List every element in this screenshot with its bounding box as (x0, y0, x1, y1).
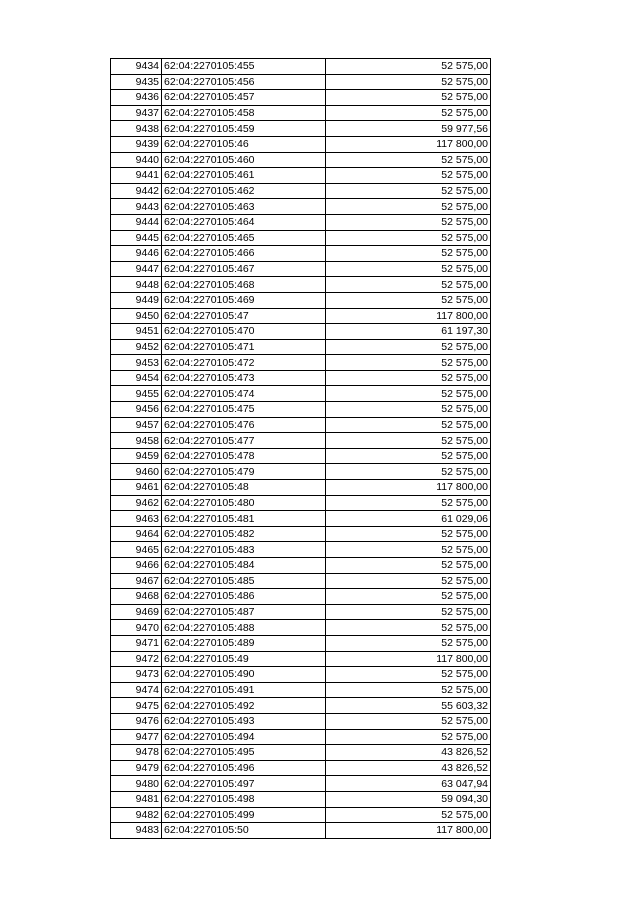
table-row (111, 417, 491, 433)
table-row (111, 713, 491, 729)
row-number-cell: 9435 (111, 74, 162, 90)
cadastral-value-cell: 52 575,00 (326, 90, 491, 106)
table-row (111, 168, 491, 184)
cadastral-value-cell: 52 575,00 (326, 589, 491, 605)
cadastral-number-cell: 62:04:2270105:491 (162, 682, 326, 698)
table-row (111, 121, 491, 137)
cadastral-number-cell: 62:04:2270105:494 (162, 729, 326, 745)
table-row (111, 635, 491, 651)
row-number-cell: 9444 (111, 214, 162, 230)
table-row (111, 651, 491, 667)
cadastral-value-cell: 55 603,32 (326, 698, 491, 714)
cadastral-number-cell: 62:04:2270105:47 (162, 308, 326, 324)
table-row (111, 324, 491, 340)
table-row (111, 604, 491, 620)
cadastral-number-cell: 62:04:2270105:460 (162, 152, 326, 168)
cadastral-number-cell: 62:04:2270105:499 (162, 807, 326, 823)
row-number-cell: 9436 (111, 90, 162, 106)
cadastral-value-cell: 52 575,00 (326, 604, 491, 620)
cadastral-number-cell: 62:04:2270105:474 (162, 386, 326, 402)
cadastral-number-cell: 62:04:2270105:46 (162, 136, 326, 152)
cadastral-value-cell: 52 575,00 (326, 495, 491, 511)
cadastral-number-cell: 62:04:2270105:473 (162, 370, 326, 386)
cadastral-value-cell: 117 800,00 (326, 136, 491, 152)
cadastral-number-cell: 62:04:2270105:486 (162, 589, 326, 605)
cadastral-number-cell: 62:04:2270105:479 (162, 464, 326, 480)
cadastral-value-cell: 117 800,00 (326, 651, 491, 667)
table-row (111, 760, 491, 776)
cadastral-number-cell: 62:04:2270105:493 (162, 713, 326, 729)
cadastral-number-cell: 62:04:2270105:483 (162, 542, 326, 558)
cadastral-value-cell: 117 800,00 (326, 308, 491, 324)
row-number-cell: 9469 (111, 604, 162, 620)
cadastral-number-cell: 62:04:2270105:459 (162, 121, 326, 137)
row-number-cell: 9476 (111, 713, 162, 729)
cadastral-number-cell: 62:04:2270105:498 (162, 791, 326, 807)
cadastral-value-cell: 52 575,00 (326, 59, 491, 75)
cadastral-number-cell: 62:04:2270105:462 (162, 183, 326, 199)
row-number-cell: 9473 (111, 667, 162, 683)
row-number-cell: 9452 (111, 339, 162, 355)
table-row (111, 386, 491, 402)
cadastral-value-cell: 52 575,00 (326, 729, 491, 745)
row-number-cell: 9460 (111, 464, 162, 480)
cadastral-number-cell: 62:04:2270105:468 (162, 277, 326, 293)
row-number-cell: 9474 (111, 682, 162, 698)
cadastral-value-cell: 52 575,00 (326, 464, 491, 480)
table-row (111, 542, 491, 558)
cadastral-number-cell: 62:04:2270105:457 (162, 90, 326, 106)
table-row (111, 136, 491, 152)
table-row (111, 74, 491, 90)
cadastral-number-cell: 62:04:2270105:50 (162, 823, 326, 839)
row-number-cell: 9468 (111, 589, 162, 605)
cadastral-value-cell: 52 575,00 (326, 292, 491, 308)
table-row (111, 791, 491, 807)
cadastral-number-cell: 62:04:2270105:49 (162, 651, 326, 667)
table-row (111, 495, 491, 511)
table-row (111, 807, 491, 823)
cadastral-number-cell: 62:04:2270105:456 (162, 74, 326, 90)
cadastral-number-cell: 62:04:2270105:455 (162, 59, 326, 75)
table-row (111, 682, 491, 698)
table-row (111, 573, 491, 589)
cadastral-number-cell: 62:04:2270105:463 (162, 199, 326, 215)
cadastral-value-cell: 52 575,00 (326, 620, 491, 636)
row-number-cell: 9445 (111, 230, 162, 246)
table-row (111, 667, 491, 683)
row-number-cell: 9434 (111, 59, 162, 75)
cadastral-value-cell: 52 575,00 (326, 526, 491, 542)
row-number-cell: 9438 (111, 121, 162, 137)
cadastral-number-cell: 62:04:2270105:497 (162, 776, 326, 792)
table-row (111, 230, 491, 246)
row-number-cell: 9475 (111, 698, 162, 714)
cadastral-number-cell: 62:04:2270105:48 (162, 480, 326, 496)
cadastral-number-cell: 62:04:2270105:472 (162, 355, 326, 371)
cadastral-value-cell: 52 575,00 (326, 105, 491, 121)
row-number-cell: 9447 (111, 261, 162, 277)
cadastral-value-cell: 52 575,00 (326, 230, 491, 246)
cadastral-number-cell: 62:04:2270105:482 (162, 526, 326, 542)
cadastral-value-cell: 52 575,00 (326, 339, 491, 355)
cadastral-value-cell: 52 575,00 (326, 635, 491, 651)
cadastral-number-cell: 62:04:2270105:478 (162, 448, 326, 464)
cadastral-value-cell: 52 575,00 (326, 433, 491, 449)
row-number-cell: 9482 (111, 807, 162, 823)
cadastral-value-cell: 59 094,30 (326, 791, 491, 807)
table-row (111, 698, 491, 714)
cadastral-number-cell: 62:04:2270105:464 (162, 214, 326, 230)
row-number-cell: 9465 (111, 542, 162, 558)
row-number-cell: 9461 (111, 480, 162, 496)
cadastral-number-cell: 62:04:2270105:489 (162, 635, 326, 651)
row-number-cell: 9440 (111, 152, 162, 168)
row-number-cell: 9455 (111, 386, 162, 402)
table-row (111, 355, 491, 371)
cadastral-number-cell: 62:04:2270105:470 (162, 324, 326, 340)
cadastral-value-cell: 117 800,00 (326, 823, 491, 839)
cadastral-number-cell: 62:04:2270105:485 (162, 573, 326, 589)
table-row (111, 464, 491, 480)
row-number-cell: 9481 (111, 791, 162, 807)
row-number-cell: 9466 (111, 558, 162, 574)
row-number-cell: 9441 (111, 168, 162, 184)
cadastral-value-cell: 52 575,00 (326, 370, 491, 386)
cadastral-number-cell: 62:04:2270105:469 (162, 292, 326, 308)
table-row (111, 183, 491, 199)
row-number-cell: 9477 (111, 729, 162, 745)
table-row (111, 105, 491, 121)
cadastral-value-cell: 52 575,00 (326, 558, 491, 574)
table-row (111, 261, 491, 277)
row-number-cell: 9467 (111, 573, 162, 589)
row-number-cell: 9472 (111, 651, 162, 667)
table-row (111, 823, 491, 839)
cadastral-value-cell: 52 575,00 (326, 152, 491, 168)
cadastral-number-cell: 62:04:2270105:471 (162, 339, 326, 355)
cadastral-value-cell: 52 575,00 (326, 261, 491, 277)
table-row (111, 511, 491, 527)
cadastral-number-cell: 62:04:2270105:496 (162, 760, 326, 776)
row-number-cell: 9464 (111, 526, 162, 542)
cadastral-value-cell: 43 826,52 (326, 760, 491, 776)
table-row (111, 558, 491, 574)
cadastral-value-cell: 52 575,00 (326, 168, 491, 184)
row-number-cell: 9457 (111, 417, 162, 433)
cadastral-value-cell: 52 575,00 (326, 246, 491, 262)
table-body (111, 59, 491, 839)
cadastral-value-cell: 52 575,00 (326, 386, 491, 402)
cadastral-value-cell: 52 575,00 (326, 682, 491, 698)
row-number-cell: 9437 (111, 105, 162, 121)
cadastral-value-cell: 52 575,00 (326, 807, 491, 823)
table-row (111, 729, 491, 745)
row-number-cell: 9449 (111, 292, 162, 308)
row-number-cell: 9483 (111, 823, 162, 839)
table-row (111, 745, 491, 761)
cadastral-value-cell: 52 575,00 (326, 355, 491, 371)
row-number-cell: 9456 (111, 402, 162, 418)
cadastral-value-cell: 61 029,06 (326, 511, 491, 527)
cadastral-number-cell: 62:04:2270105:495 (162, 745, 326, 761)
row-number-cell: 9462 (111, 495, 162, 511)
row-number-cell: 9480 (111, 776, 162, 792)
row-number-cell: 9446 (111, 246, 162, 262)
row-number-cell: 9442 (111, 183, 162, 199)
cadastral-number-cell: 62:04:2270105:492 (162, 698, 326, 714)
cadastral-number-cell: 62:04:2270105:467 (162, 261, 326, 277)
cadastral-value-cell: 61 197,30 (326, 324, 491, 340)
cadastral-number-cell: 62:04:2270105:488 (162, 620, 326, 636)
cadastral-number-cell: 62:04:2270105:458 (162, 105, 326, 121)
document-page (110, 58, 491, 839)
table-row (111, 90, 491, 106)
table-row (111, 480, 491, 496)
cadastral-number-cell: 62:04:2270105:480 (162, 495, 326, 511)
row-number-cell: 9454 (111, 370, 162, 386)
table-row (111, 277, 491, 293)
row-number-cell: 9471 (111, 635, 162, 651)
cadastral-value-cell: 63 047,94 (326, 776, 491, 792)
row-number-cell: 9479 (111, 760, 162, 776)
table-row (111, 526, 491, 542)
table-row (111, 214, 491, 230)
cadastral-number-cell: 62:04:2270105:484 (162, 558, 326, 574)
table-row (111, 308, 491, 324)
table-row (111, 448, 491, 464)
cadastral-value-cell: 52 575,00 (326, 183, 491, 199)
table-row (111, 589, 491, 605)
table-row (111, 620, 491, 636)
cadastral-value-cell: 52 575,00 (326, 542, 491, 558)
table-row (111, 402, 491, 418)
table-row (111, 152, 491, 168)
table-row (111, 292, 491, 308)
row-number-cell: 9451 (111, 324, 162, 340)
table-row (111, 59, 491, 75)
table-row (111, 370, 491, 386)
table-row (111, 433, 491, 449)
cadastral-value-cell: 117 800,00 (326, 480, 491, 496)
cadastral-value-cell: 52 575,00 (326, 199, 491, 215)
cadastral-value-cell: 52 575,00 (326, 214, 491, 230)
row-number-cell: 9448 (111, 277, 162, 293)
row-number-cell: 9439 (111, 136, 162, 152)
cadastral-number-cell: 62:04:2270105:466 (162, 246, 326, 262)
cadastral-number-cell: 62:04:2270105:481 (162, 511, 326, 527)
table-row (111, 339, 491, 355)
cadastral-value-cell: 52 575,00 (326, 713, 491, 729)
cadastral-value-cell: 52 575,00 (326, 573, 491, 589)
row-number-cell: 9443 (111, 199, 162, 215)
cadastral-value-cell: 52 575,00 (326, 417, 491, 433)
cadastral-number-cell: 62:04:2270105:490 (162, 667, 326, 683)
cadastral-number-cell: 62:04:2270105:476 (162, 417, 326, 433)
cadastral-value-cell: 43 826,52 (326, 745, 491, 761)
cadastral-number-cell: 62:04:2270105:477 (162, 433, 326, 449)
cadastral-value-cell: 59 977,56 (326, 121, 491, 137)
row-number-cell: 9458 (111, 433, 162, 449)
row-number-cell: 9459 (111, 448, 162, 464)
row-number-cell: 9470 (111, 620, 162, 636)
table-row (111, 246, 491, 262)
table-row (111, 199, 491, 215)
row-number-cell: 9463 (111, 511, 162, 527)
cadastral-number-cell: 62:04:2270105:487 (162, 604, 326, 620)
row-number-cell: 9450 (111, 308, 162, 324)
cadastral-value-cell: 52 575,00 (326, 667, 491, 683)
cadastral-value-cell: 52 575,00 (326, 402, 491, 418)
cadastral-number-cell: 62:04:2270105:465 (162, 230, 326, 246)
cadastral-value-cell: 52 575,00 (326, 277, 491, 293)
row-number-cell: 9453 (111, 355, 162, 371)
cadastral-number-cell: 62:04:2270105:461 (162, 168, 326, 184)
row-number-cell: 9478 (111, 745, 162, 761)
table-row (111, 776, 491, 792)
cadastral-value-cell: 52 575,00 (326, 74, 491, 90)
cadastral-value-table (110, 58, 491, 839)
cadastral-value-cell: 52 575,00 (326, 448, 491, 464)
cadastral-number-cell: 62:04:2270105:475 (162, 402, 326, 418)
